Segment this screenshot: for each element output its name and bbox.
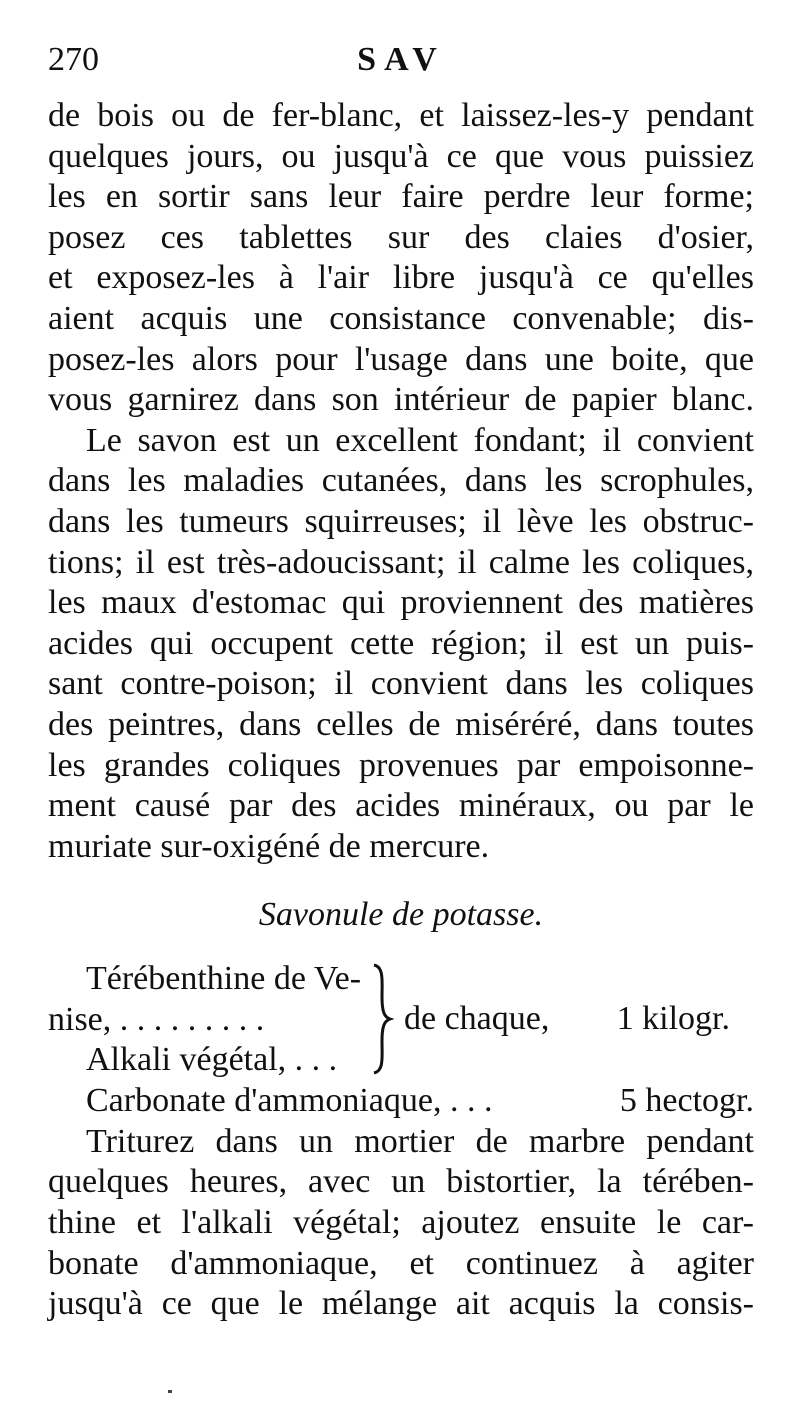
text-line: thine et l'alkali végétal; ajoutez ensuite le car- [48, 1204, 754, 1242]
text-line: jusqu'à ce que le mélange ait acquis la consis- [48, 1285, 754, 1323]
text-line: ment causé par des acides minéraux, ou par le [48, 787, 754, 825]
print-speck [168, 1390, 172, 1393]
shared-quantity [404, 999, 754, 1039]
recipe-grouped-ingredients [48, 959, 754, 1081]
shared-quantity-label: de chaque, [404, 1000, 550, 1038]
running-head: SAV [357, 41, 445, 78]
section-heading: Savonule de potasse. [258, 896, 544, 934]
text-line: posez-les alors pour l'usage dans une boite, que [48, 340, 754, 378]
ingredient-line: Térébenthine de Ve- [86, 960, 362, 998]
text-line: et exposez-les à l'air libre jusqu'à ce qu'elles [48, 259, 754, 297]
text-line: les en sortir sans leur faire perdre leur forme; [48, 178, 754, 216]
ingredient-name: Carbonate d'ammoniaque, . . . [86, 1082, 493, 1120]
text-line: posez ces tablettes sur des claies d'osier, [48, 218, 754, 256]
text-line: sant contre-poison; il convient dans les coliques [48, 665, 754, 703]
text-line: dans les tumeurs squirreuses; il lève les obstruc- [48, 502, 754, 540]
ingredient-list [48, 959, 378, 1081]
page-header [48, 40, 754, 96]
recipe-single-ingredient [48, 1081, 754, 1122]
text-line: les grandes coliques provenues par empoisonne- [48, 746, 754, 784]
page-number: 270 [48, 41, 99, 78]
text-line: bonate d'ammoniaque, et continuez à agiter [48, 1244, 754, 1282]
ingredient-line: Alkali végétal, . . . [86, 1041, 338, 1079]
text-line: de bois ou de fer-blanc, et laissez-les-y pendant [48, 97, 754, 134]
paragraph-soap-properties [48, 421, 754, 868]
ingredient-amount: 5 hectogr. [619, 1082, 754, 1120]
text-line: acides qui occupent cette région; il est un puis- [48, 624, 754, 662]
text-line: dans les maladies cutanées, dans les scrophules, [48, 462, 754, 500]
text-line: muriate sur-oxigéné de mercure. [48, 827, 490, 865]
text-line: Le savon est un excellent fondant; il convient [86, 421, 754, 459]
text-line: Triturez dans un mortier de marbre pendant [86, 1122, 754, 1160]
text-line: vous garnirez dans son intérieur de papier blanc. [48, 381, 754, 419]
book-page [48, 40, 754, 1325]
shared-quantity-amount: 1 kilogr. [616, 1000, 730, 1038]
text-line: quelques jours, ou jusqu'à ce que vous puissiez [48, 137, 754, 175]
text-line: aient acquis une consistance convenable; dis- [48, 299, 754, 337]
text-line: tions; il est très-adoucissant; il calme les coliques, [48, 543, 754, 581]
text-line: les maux d'estomac qui proviennent des matières [48, 584, 754, 622]
paragraph-tablets-continuation [48, 96, 754, 421]
ingredient-line: nise, . . . . . . . . . [48, 1000, 265, 1038]
text-line: quelques heures, avec un bistortier, la térében- [48, 1163, 754, 1201]
curly-brace-icon [370, 963, 394, 1075]
text-line: des peintres, dans celles de miséréré, dans toutes [48, 705, 754, 743]
paragraph-preparation [48, 1122, 754, 1325]
